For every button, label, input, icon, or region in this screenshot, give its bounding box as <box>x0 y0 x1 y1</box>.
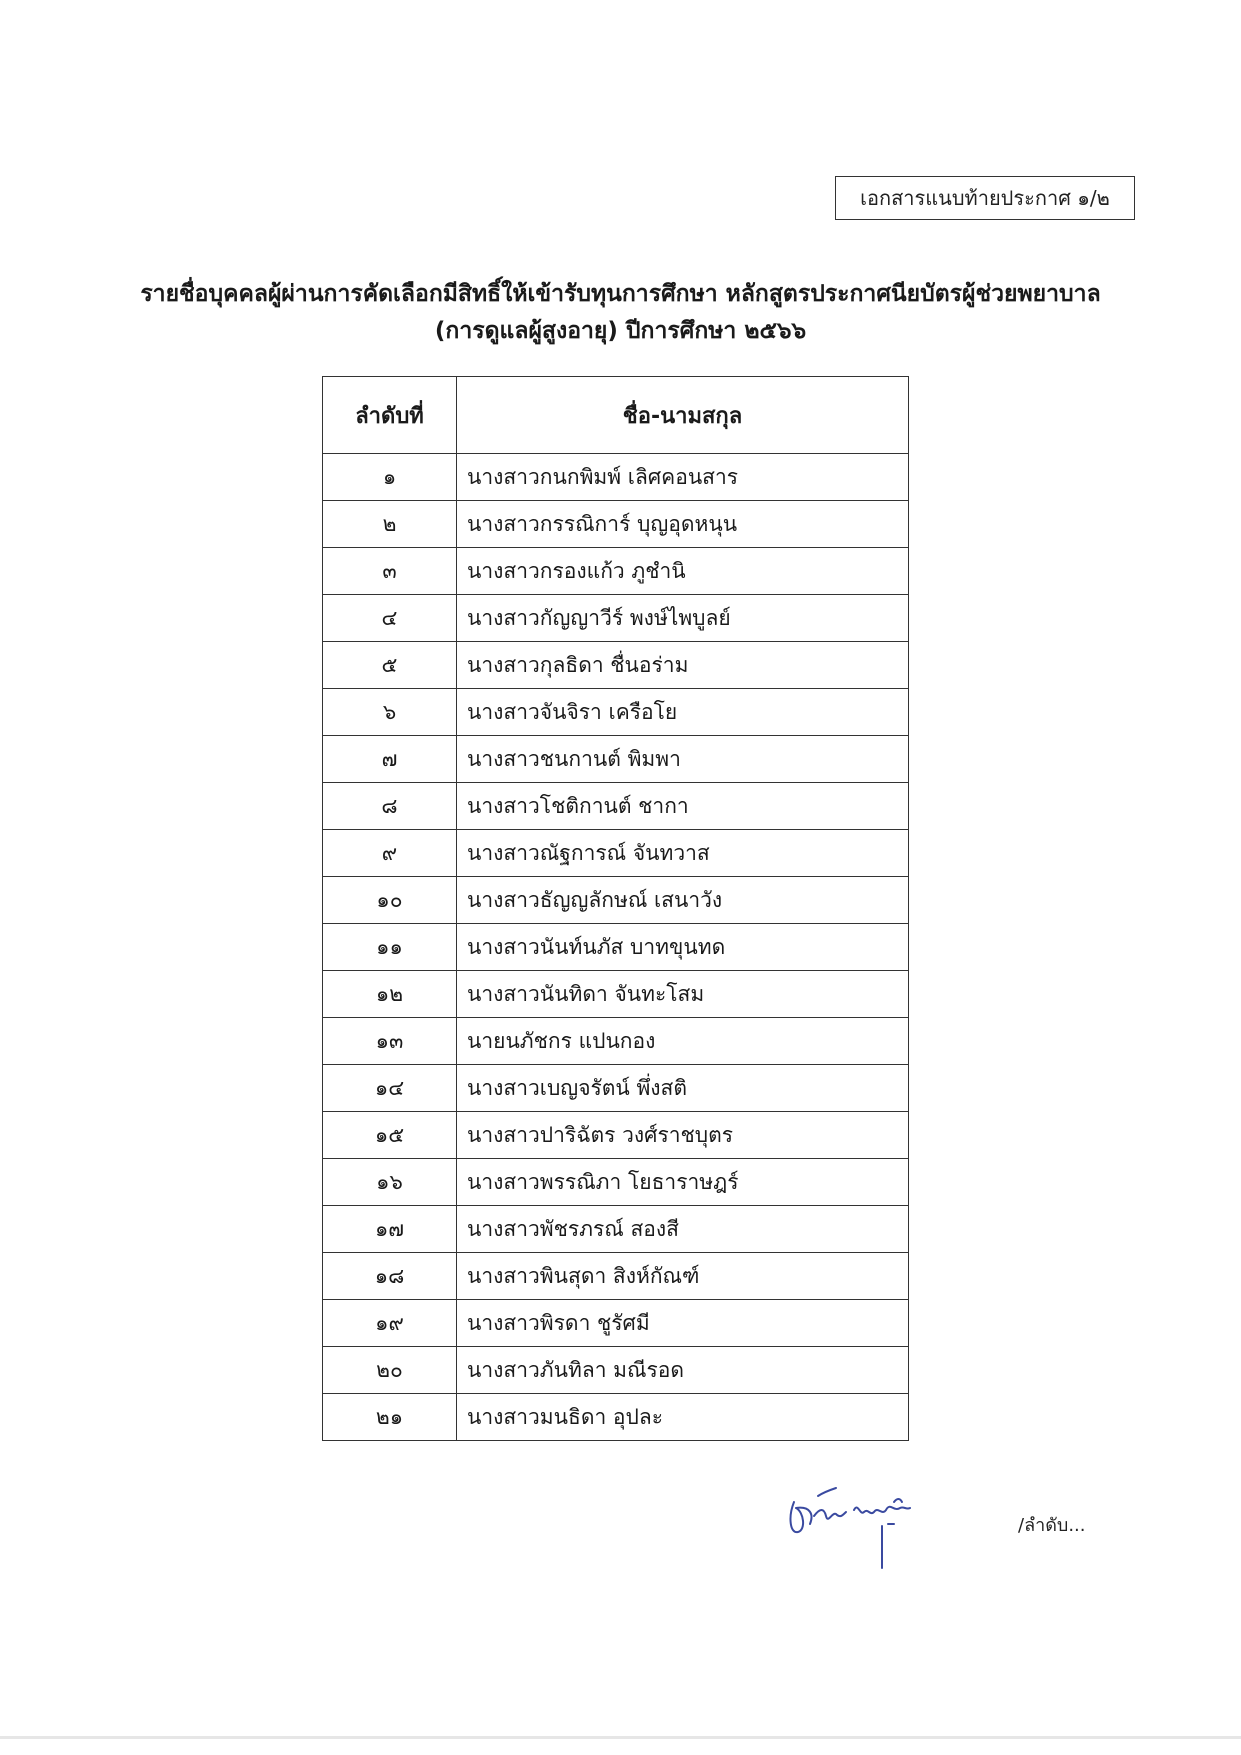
continued-marker: /ลำดับ... <box>1018 1515 1086 1536</box>
table-row <box>323 454 909 501</box>
row-full-name: นางสาวกรรณิการ์ บุญอุดหนุน <box>457 501 909 548</box>
candidate-table <box>322 376 909 1441</box>
table-row <box>323 1112 909 1159</box>
table-row <box>323 501 909 548</box>
table-body <box>323 454 909 1441</box>
document-title-line-2: (การดูแลผู้สูงอายุ) ปีการศึกษา ๒๕๖๖ <box>434 318 807 344</box>
row-full-name: นายนภัชกร แปนกอง <box>457 1018 909 1065</box>
row-full-name: นางสาวธัญญลักษณ์ เสนาวัง <box>457 877 909 924</box>
row-order-number: ๓ <box>323 548 457 595</box>
header-full-name: ชื่อ-นามสกุล <box>457 377 909 454</box>
row-order-number: ๑๔ <box>323 1065 457 1112</box>
table-row <box>323 924 909 971</box>
row-order-number: ๑๑ <box>323 924 457 971</box>
row-order-number: ๑๗ <box>323 1206 457 1253</box>
table-row <box>323 1159 909 1206</box>
header-order: ลำดับที่ <box>323 377 457 454</box>
page-bottom-edge <box>0 1736 1241 1739</box>
row-full-name: นางสาวปาริฉัตร วงศ์ราชบุตร <box>457 1112 909 1159</box>
row-full-name: นางสาวพัชรภรณ์ สองสี <box>457 1206 909 1253</box>
row-order-number: ๒๐ <box>323 1347 457 1394</box>
row-full-name: นางสาวพรรณิภา โยธาราษฎร์ <box>457 1159 909 1206</box>
row-order-number: ๑๘ <box>323 1253 457 1300</box>
row-order-number: ๑๓ <box>323 1018 457 1065</box>
row-full-name: นางสาวกนกพิมพ์ เลิศคอนสาร <box>457 454 909 501</box>
row-full-name: นางสาวโชติกานต์ ชากา <box>457 783 909 830</box>
table-row <box>323 830 909 877</box>
table-row <box>323 1253 909 1300</box>
row-full-name: นางสาวนันท์นภัส บาทขุนทด <box>457 924 909 971</box>
table-header-row <box>323 377 909 454</box>
row-order-number: ๔ <box>323 595 457 642</box>
document-badge: เอกสารแนบท้ายประกาศ ๑/๒ <box>835 176 1135 220</box>
row-full-name: นางสาวจันจิรา เครือโย <box>457 689 909 736</box>
row-full-name: นางสาวณัฐการณ์ จันทวาส <box>457 830 909 877</box>
table-row <box>323 736 909 783</box>
row-full-name: นางสาวกรองแก้ว ภูชำนิ <box>457 548 909 595</box>
row-full-name: นางสาวพินสุดา สิงห์กัณฑ์ <box>457 1253 909 1300</box>
row-full-name: นางสาวภันทิลา มณีรอด <box>457 1347 909 1394</box>
table-row <box>323 877 909 924</box>
table-row <box>323 1206 909 1253</box>
table-row <box>323 689 909 736</box>
table-row <box>323 548 909 595</box>
row-order-number: ๖ <box>323 689 457 736</box>
table-row <box>323 1394 909 1441</box>
row-full-name: นางสาวมนธิดา อุปละ <box>457 1394 909 1441</box>
row-order-number: ๒ <box>323 501 457 548</box>
table-row <box>323 1065 909 1112</box>
row-full-name: นางสาวกุลธิดา ชื่นอร่าม <box>457 642 909 689</box>
row-order-number: ๕ <box>323 642 457 689</box>
table-row <box>323 642 909 689</box>
table-row <box>323 1347 909 1394</box>
row-order-number: ๑๒ <box>323 971 457 1018</box>
row-full-name: นางสาวเบญจรัตน์ พึ่งสติ <box>457 1065 909 1112</box>
table-row <box>323 595 909 642</box>
row-full-name: นางสาวพิรดา ชูรัศมี <box>457 1300 909 1347</box>
row-order-number: ๑๕ <box>323 1112 457 1159</box>
row-order-number: ๒๑ <box>323 1394 457 1441</box>
row-order-number: ๑๐ <box>323 877 457 924</box>
row-full-name: นางสาวกัญญาวีร์ พงษ์ไพบูลย์ <box>457 595 909 642</box>
table-row <box>323 1018 909 1065</box>
row-order-number: ๙ <box>323 830 457 877</box>
table-row <box>323 1300 909 1347</box>
row-order-number: ๑๖ <box>323 1159 457 1206</box>
row-full-name: นางสาวชนกานต์ พิมพา <box>457 736 909 783</box>
table-row <box>323 783 909 830</box>
row-order-number: ๑๙ <box>323 1300 457 1347</box>
signature <box>784 1472 944 1572</box>
row-order-number: ๑ <box>323 454 457 501</box>
row-full-name: นางสาวนันทิดา จันทะโสม <box>457 971 909 1018</box>
document-title-line-1: รายชื่อบุคคลผู้ผ่านการคัดเลือกมีสิทธิ์ให้เข้ารับทุนการศึกษา หลักสูตรประกาศนียบัตรผู้ช่วยพยาบาล <box>140 281 1101 307</box>
row-order-number: ๘ <box>323 783 457 830</box>
table-row <box>323 971 909 1018</box>
row-order-number: ๗ <box>323 736 457 783</box>
